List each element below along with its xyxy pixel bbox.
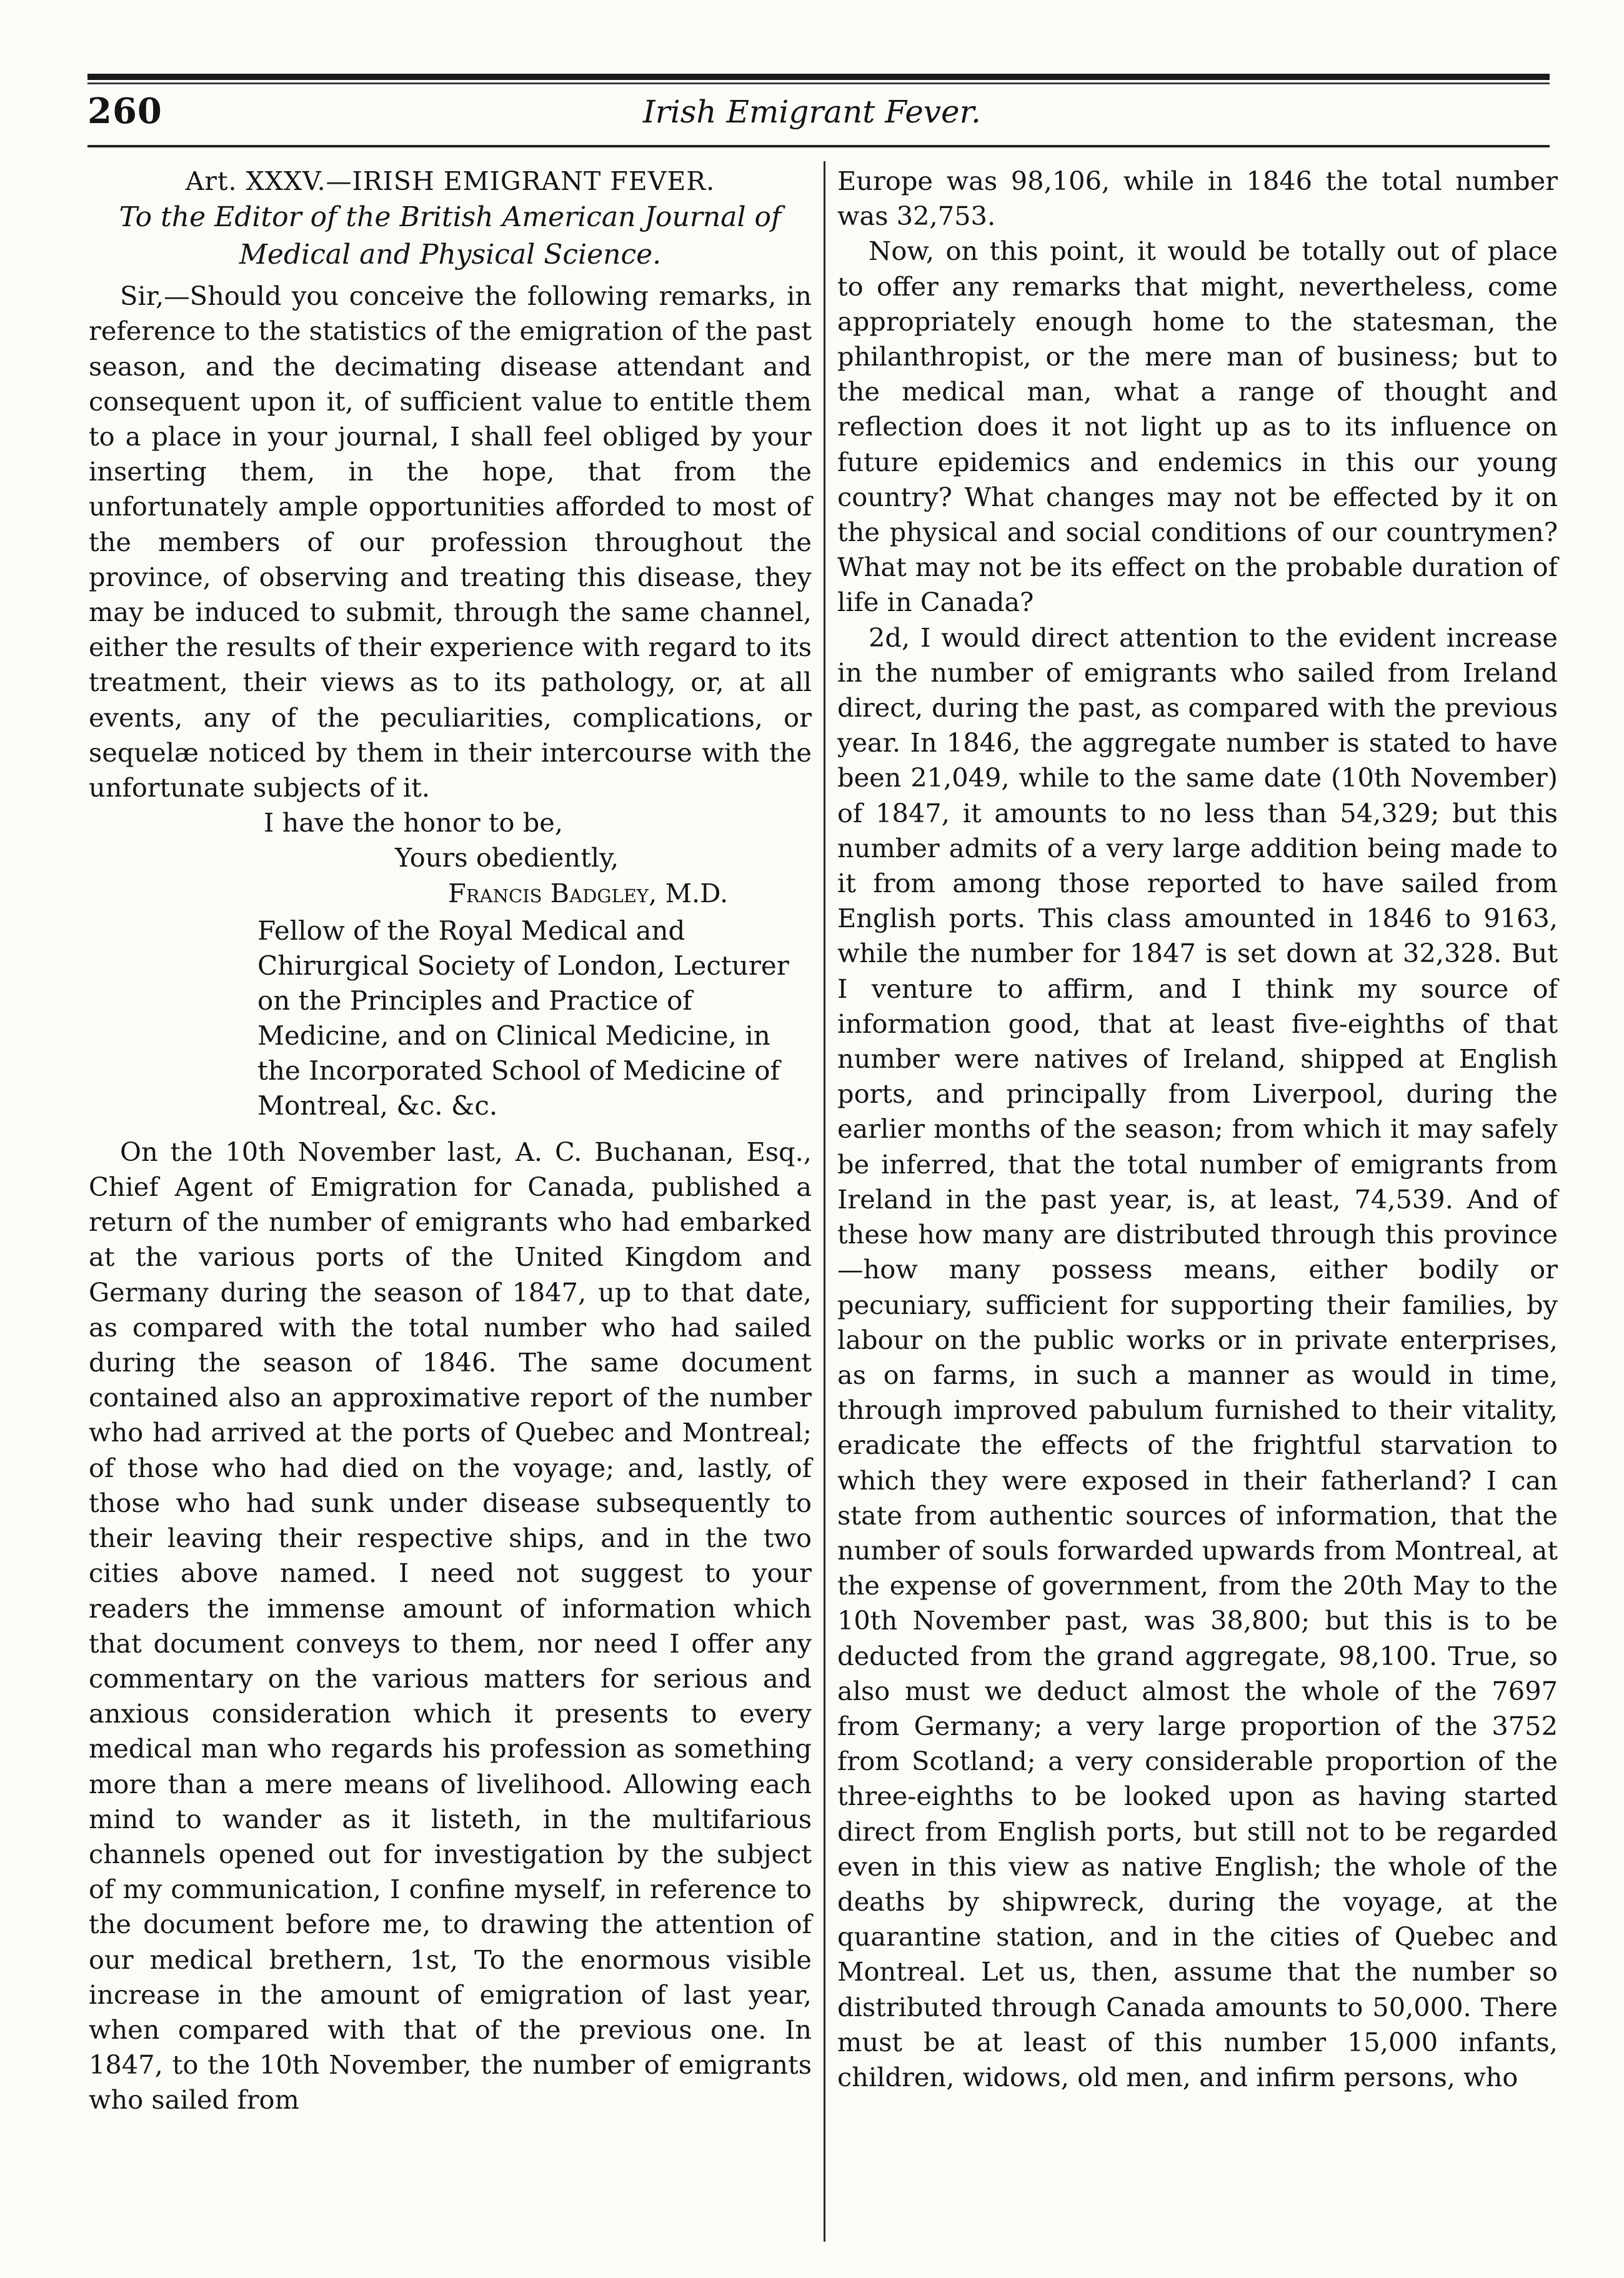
header-rule-bottom — [87, 145, 1550, 147]
header-rule-thin — [87, 82, 1550, 84]
column-divider — [824, 161, 825, 2242]
letter-closing — [89, 805, 812, 911]
signature: Francis Badgley, M.D. — [448, 877, 729, 908]
author-credentials: Fellow of the Royal Medical and Chirurgical Society of London, Lecturer on the Principles and Practice of Medicine, and on Clinical Medicine, in the Incorporated School of Medicine of Montreal, &c. &c. — [257, 915, 789, 1121]
article-heading: Art. XXXV.—IRISH EMIGRANT FEVER. — [185, 166, 715, 196]
body-paragraph-3: 2d, I would direct attention to the evident increase in the number of emigrants who sailed from Ireland direct, during the past, as compared with the previous year. In 1846, the aggregate number is stated to have been 21,049, while to the same date (10th November) of 1847, it amounts to no less than 54,329; but this number admits of a very large addition being made to it from among those reported to have sailed from English ports. This class amounted in 1846 to 9163, while the number for 1847 is set down at 32,328. But I venture to affirm, and I think my source of information good, that at least five-eighths of that number were natives of Ireland, shipped at English ports, and principally from Liverpool, during the earlier months of the season; from which it may safely be inferred, that the total number of emigrants from Ireland in the past year, is, at least, 74,539. And of these how many are distributed through this province—how many possess means, either bodily or pecuniary, sufficient for supporting their families, by labour on the public works or in private enterprises, as on farms, in such a manner as would in time, through improved pabulum furnished to their vitality, eradicate the effects of the frightful starvation to which they were exposed in their fatherland? I can state from authentic sources of information, that the number of souls forwarded upwards from Montreal, at the expense of government, from the 20th May to the 10th November past, was 38,800; but this is to be deducted from the grand aggregate, 98,100. True, so also must we deduct almost the whole of the 7697 from Germany; a very large proportion of the 3752 from Scotland; a very considerable proportion of the three-eighths to be looked upon as having started direct from English ports, but still not to be regarded even in this view as native English; the whole of the deaths by shipwreck, during the voyage, at the quarantine station, and in the cities of Quebec and Montreal. Let us, then, assume that the number so distributed through Canada amounts to 50,000. There must be at least of this number 15,000 infants, children, widows, old men, and infirm persons, who — [837, 622, 1558, 2092]
left-column — [89, 164, 812, 2118]
header-rule-thick — [87, 74, 1550, 80]
closing-line-2: Yours obediently, — [395, 842, 619, 873]
closing-line-1: I have the honor to be, — [264, 807, 564, 838]
body-paragraph-2: Now, on this point, it would be totally out of place to offer any remarks that might, nevertheless, come appropriately enough home to the statesman, the philanthropist, or the mere man of business; but to the medical man, what a range of thought and reflection does it not light up as to its influence on future epidemics and endemics in this our young country? What changes may not be effected by it on the physical and social conditions of our countrymen? What may not be its effect on the probable duration of life in Canada? — [837, 236, 1558, 618]
to-editor-line: To the Editor of the British American Journal of Medical and Physical Science. — [119, 201, 782, 271]
letter-paragraph: Sir,—Should you conceive the following remarks, in reference to the statistics of the emigration of the past season, and the decimating disease attendant and consequent upon it, of sufficient value to entitle them to a place in your journal, I shall feel obliged by your inserting them, in the hope, that from the unfortunately ample opportunities afforded to most of the members of our profession throughout the province, of observing and treating this disease, they may be induced to submit, through the same channel, either the results of their experience with regard to its treatment, their views as to its pathology, or, at all events, any of the peculiarities, complications, or sequelæ noticed by them in their intercourse with the unfortunate subjects of it. — [89, 281, 812, 803]
body-paragraph-continued: Europe was 98,106, while in 1846 the total number was 32,753. — [837, 166, 1558, 232]
page-number: 260 — [87, 91, 162, 132]
right-column — [837, 164, 1558, 2095]
running-title: Irish Emigrant Fever. — [643, 94, 981, 130]
body-paragraph-left: On the 10th November last, A. C. Buchanan, Esq., Chief Agent of Emigration for Canada, published a return of the number of emigrants who had embarked at the various ports of the United Kingdom and Germany during the season of 1847, up to that date, as compared with the total number who had sailed during the season of 1846. The same document contained also an approximative report of the number who had arrived at the ports of Quebec and Montreal; of those who had died on the voyage; and, lastly, of those who had sunk under disease subsequently to their leaving their respective ships, and in the two cities above named. I need not suggest to your readers the immense amount of information which that document conveys to them, nor need I offer any commentary on the various matters for serious and anxious consideration which it presents to every medical man who regards his profession as something more than a mere means of livelihood. Allowing each mind to wander as it listeth, in the multifarious channels opened out for investigation by the subject of my communication, I confine myself, in reference to the document before me, to drawing the attention of our medical brethern, 1st, To the enormous visible increase in the amount of emigration of last year, when compared with that of the previous one. In 1847, to the 10th November, the number of emigrants who sailed from — [89, 1136, 812, 2116]
